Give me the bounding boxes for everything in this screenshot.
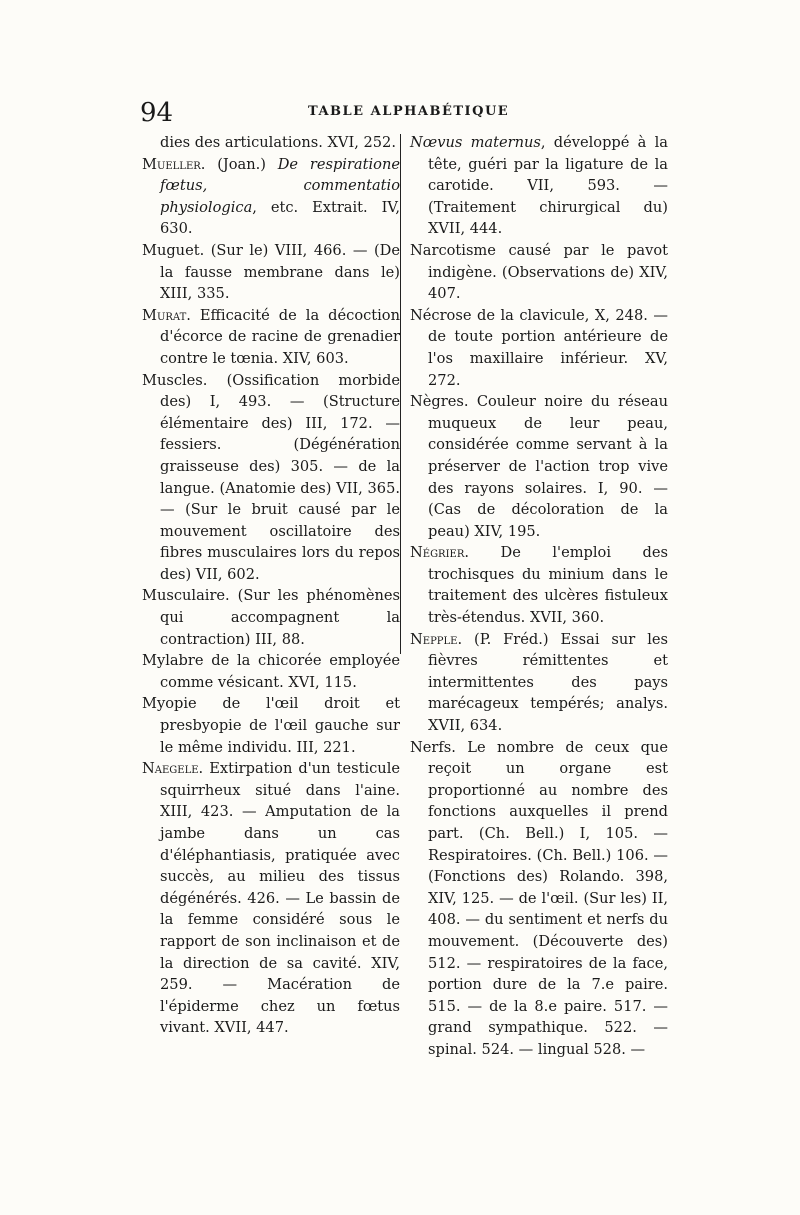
index-entry — [410, 629, 668, 737]
index-entry — [410, 391, 668, 542]
entry-text: Nerfs. Le nombre de ceux que reçoit un organe est proportionné au nombre des fonctions auxquelles il prend part. (Ch. Bell.) I, 105. — Respiratoires. (Ch. Bell.) 106. — (Fonctions des) Rolando. 398, XIV, 125. — de l'œil. (Sur les) II, 408. — du sentiment et nerfs du mouvement. (Découverte des) 512. — respiratoires de la face, portion dure de la 7.e paire. 515. — de la 8.e paire. 517. — grand sympathique. 522. — spinal. 524. — lingual 528. — — [410, 738, 668, 1058]
entry-author: Mueller. — [142, 155, 206, 173]
index-entry — [142, 132, 400, 154]
index-entry — [410, 240, 668, 305]
entry-text: Extirpation d'un testicule squirrheux situé dans l'aine. XIII, 423. — Amputation de la jambe dans un cas d'éléphantiasis, pratiquée avec succès, au milieu des tissus dégénérés. 426. — Le bassin de la femme considéré sous le rapport de son inclinaison et de la direction de sa cavité. XIV, 259. — Macération de l'épiderme chez un fœtus vivant. XVII, 447. — [160, 760, 400, 1037]
page-header — [140, 98, 660, 132]
index-entry — [410, 305, 668, 391]
right-column — [410, 132, 668, 1061]
entry-text: De l'emploi des trochisques du minium dans le traitement des ulcères fistuleux très-étendus. XVII, 360. — [428, 544, 668, 627]
entry-text: , développé à la tête, guéri par la ligature de la carotide. VII, 593. — (Traitement chirurgical du) XVII, 444. — [428, 134, 668, 238]
index-entry — [142, 305, 400, 370]
entry-author: Nepple. — [410, 630, 463, 648]
entry-author: Négrier. — [410, 544, 470, 562]
entry-text: Nécrose de la clavicule, X, 248. — de toute portion antérieure de l'os maxillaire inférieur. XV, 272. — [410, 306, 668, 389]
index-entry — [410, 132, 668, 240]
entry-text: Muguet. (Sur le) VIII, 466. — (De la fausse membrane dans le) XIII, 335. — [142, 241, 400, 303]
entry-text: Efficacité de la décoction d'écorce de racine de grenadier contre le tœnia. XIV, 603. — [160, 306, 400, 367]
entry-text: dies des articulations. XVI, 252. — [160, 134, 396, 151]
entry-text: Narcotisme causé par le pavot indigène. (Observations de) XIV, 407. — [410, 241, 668, 303]
entry-text: Muscles. (Ossification morbide des) I, 493. — (Structure élémentaire des) III, 172. — fessiers. (Dégénération graisseuse des) 305. — de la langue. (Anatomie des) VII, 365. — (Sur le bruit causé par le mouvement oscillatoire des fibres musculaires lors du repos des) VII, 602. — [142, 371, 400, 583]
entry-text: Myopie de l'œil droit et presbyopie de l'œil gauche sur le même individu. III, 221. — [142, 695, 400, 756]
entry-text: (Joan.) — [205, 155, 278, 173]
index-entry — [410, 542, 668, 628]
left-column — [142, 132, 400, 1039]
index-entry — [410, 737, 668, 1061]
entry-title: De respiratione fœtus, commentatio physiologica — [160, 155, 400, 216]
index-entry — [142, 650, 400, 693]
entry-text: Musculaire. (Sur les phénomènes qui accompagnent la contraction) III, 88. — [142, 587, 400, 648]
entry-text: Mylabre de la chicorée employée comme vésicant. XVI, 115. — [142, 652, 400, 691]
index-entry — [142, 693, 400, 758]
entry-text: , etc. Extrait. IV, 630. — [160, 198, 400, 238]
index-entry — [142, 758, 400, 1039]
running-title: TABLE ALPHABÉTIQUE — [308, 104, 510, 119]
column-divider — [400, 134, 401, 654]
index-entry — [142, 585, 400, 650]
entry-title: Nœvus maternus — [410, 134, 541, 151]
index-entry — [142, 240, 400, 305]
entry-text: (P. Fréd.) Essai sur les fièvres rémittentes et intermittentes des pays marécageux tempérés; analys. XVII, 634. — [428, 630, 668, 735]
entry-author: Naegele. — [142, 760, 204, 778]
entry-author: Murat. — [142, 306, 191, 324]
entry-text: Nègres. Couleur noire du réseau muqueux de leur peau, considérée comme servant à la préserver de l'action trop vive des rayons solaires. I, 90. — (Cas de décoloration de la peau) XIV, 195. — [410, 393, 668, 540]
index-entry — [142, 154, 400, 240]
index-entry — [142, 370, 400, 586]
page-number: 94 — [140, 98, 174, 128]
